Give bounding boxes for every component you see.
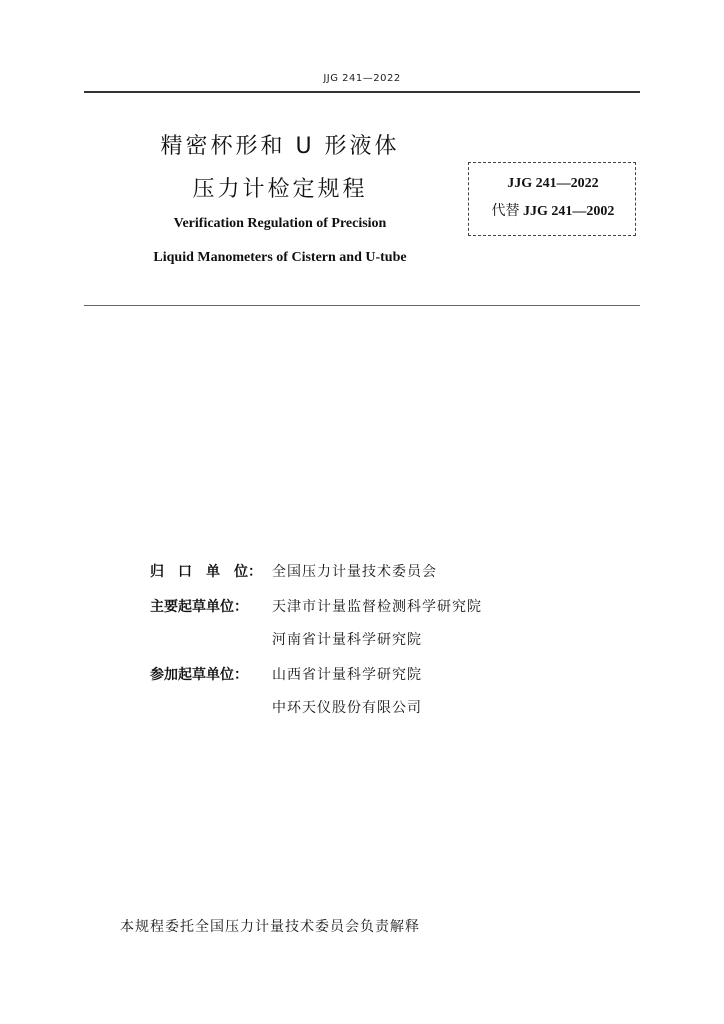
title-english-line-2: Liquid Manometers of Cistern and U-tube — [153, 250, 407, 265]
participating-unit-label: 参加起草单位： — [150, 667, 248, 683]
replaces-standard — [469, 200, 637, 220]
standard-code: JJG 241—2022 — [507, 176, 599, 191]
main-drafting-unit-value: 河南省计量科学研究院 — [272, 632, 422, 648]
title-english-line-1: Verification Regulation of Precision — [173, 216, 387, 231]
standard-code-box — [468, 162, 636, 236]
title-chinese-line-1: 精密杯形和 U 形液体 — [160, 134, 400, 159]
main-drafting-unit-label: 主要起草单位： — [150, 599, 248, 615]
responsible-unit-value: 全国压力计量技术委员会 — [272, 564, 437, 580]
participating-unit-value: 中环天仪股份有限公司 — [272, 700, 422, 716]
responsible-unit-label: 归 口 单 位： — [150, 564, 262, 580]
header-rule — [84, 91, 640, 93]
main-drafting-unit-value: 天津市计量监督检测科学研究院 — [272, 599, 482, 615]
replaces-prefix: 代替 — [491, 204, 520, 219]
header-standard-code: JJG 241—2022 — [323, 73, 401, 84]
title-chinese-line-2: 压力计检定规程 — [192, 177, 368, 202]
interpretation-note: 本规程委托全国压力计量技术委员会负责解释 — [120, 919, 420, 935]
participating-unit-value: 山西省计量科学研究院 — [272, 667, 422, 683]
section-divider — [84, 305, 640, 306]
replaces-code: JJG 241—2002 — [523, 204, 615, 219]
